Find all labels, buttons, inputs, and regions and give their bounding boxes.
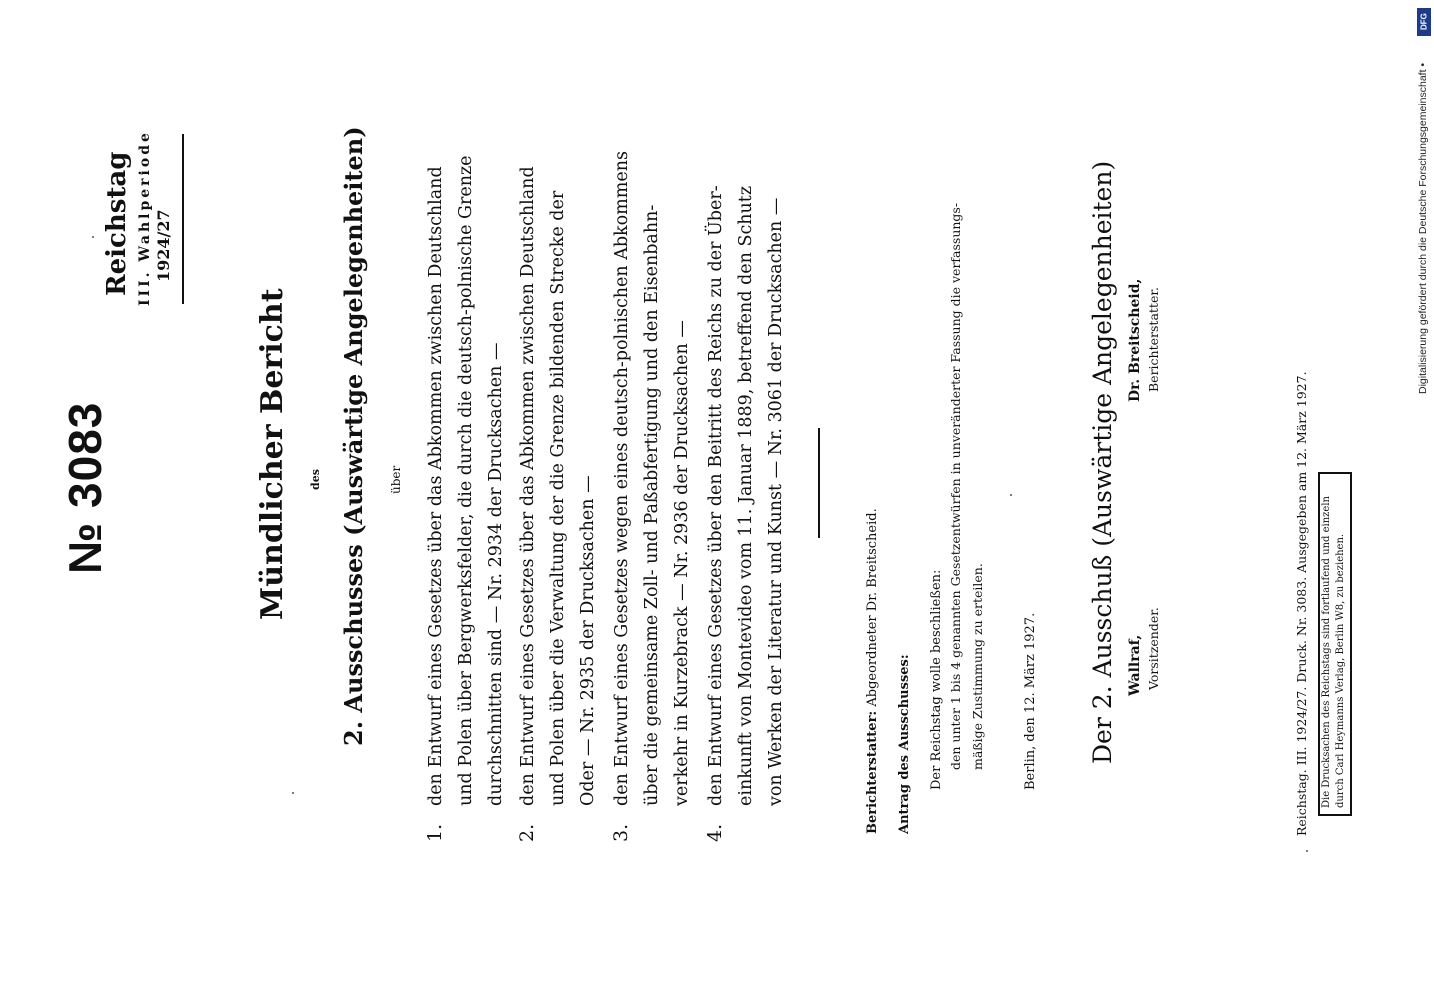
reporter-label: Berichterstatter:: [865, 710, 880, 834]
list-item-line: von Werken der Literatur und Kunst — Nr. 3061 der Drucksachen —: [766, 197, 786, 806]
item-number: 3.: [610, 823, 632, 842]
header-wahlperiode: III. Wahlperiode: [137, 130, 153, 306]
rapporteur-role: Berichterstatter.: [1146, 287, 1161, 392]
title-des: des: [309, 469, 322, 490]
committee-heading: 2. Ausschusses (Auswärtige Angelegenheiten): [339, 126, 368, 746]
item-number: 2.: [516, 823, 538, 842]
antrag-text: Der Reichstag wolle beschließen:: [929, 569, 944, 790]
title-ueber: über: [389, 465, 403, 494]
antrag-label: Antrag des Ausschusses:: [897, 654, 912, 834]
list-item-line: den Entwurf eines Gesetzes über das Abkommen zwischen Deutschland: [426, 166, 446, 806]
document-number: № 3083: [59, 401, 111, 574]
chairman-name: Wallraf,: [1127, 634, 1143, 696]
list-item-line: den Entwurf eines Gesetzes wegen eines deutsch-polnischen Abkommens: [612, 151, 632, 806]
list-item-line: durchschnitten sind — Nr. 2934 der Drucksachen —: [486, 342, 506, 806]
header-reichstag: Reichstag: [102, 151, 132, 296]
list-item-line: verkehr in Kurzebrack — Nr. 2936 der Drucksachen —: [672, 320, 692, 806]
antrag-resolution-line: den unter 1 bis 4 genannten Gesetzentwürfen in unveränderter Fassung die verfassungs-: [948, 202, 963, 770]
list-item-line: einkunft von Montevideo vom 11. Januar 1889, betreffend den Schutz: [736, 185, 756, 806]
list-item-line: über die gemeinsame Zoll- und Paßabfertigung und den Eisenbahn-: [642, 204, 662, 806]
reporter-line: [866, 508, 879, 834]
footer-notice-line: durch Carl Heymanns Verlag, Berlin W8, zu beziehen.: [1335, 533, 1346, 808]
scan-speck: [1010, 494, 1012, 496]
footer-notice-line: Die Drucksachen des Reichstags sind fortlaufend und einzeln: [1321, 496, 1332, 808]
scan-speck: [292, 792, 294, 794]
header-rule: [182, 134, 184, 304]
digitization-note: Digitalisierung gefördert durch die Deutsche Forschungsgemeinschaft •: [1417, 62, 1429, 394]
dfg-logo-icon: DFG: [1417, 8, 1431, 36]
list-item-line: den Entwurf eines Gesetzes über den Beitritt des Reichs zu der Über-: [706, 185, 726, 806]
place-date: Berlin, den 12. März 1927.: [1023, 612, 1038, 790]
item-number: 1.: [424, 823, 446, 842]
reporter-name: Abgeordneter Dr. Breitscheid.: [865, 508, 880, 707]
header-years: 1924/27: [154, 209, 173, 282]
chairman-role: Vorsitzender.: [1146, 607, 1161, 690]
scan-speck: [1306, 850, 1308, 852]
item-number: 4.: [704, 823, 726, 842]
antrag-resolution-line: mäßige Zustimmung zu erteilen.: [970, 563, 985, 770]
signature-committee: Der 2. Ausschuß (Auswärtige Angelegenheiten): [1088, 160, 1117, 764]
scan-speck: [92, 236, 94, 238]
footer-print-line: Reichstag. III. 1924/27. Druck. Nr. 3083. Ausgegeben am 12. März 1927.: [1294, 371, 1309, 836]
list-item-line: Oder — Nr. 2935 der Drucksachen —: [578, 475, 598, 806]
list-item-line: und Polen über die Verwaltung der die Grenze bildenden Strecke der: [548, 190, 568, 806]
section-divider: [818, 428, 820, 538]
report-title: Mündlicher Bericht: [255, 288, 290, 620]
rapporteur-name: Dr. Breitscheid,: [1127, 278, 1143, 402]
list-item-line: und Polen über Bergwerksfelder, die durch die deutsch-polnische Grenze: [456, 155, 476, 806]
list-item-line: den Entwurf eines Gesetzes über das Abkommen zwischen Deutschland: [518, 166, 538, 806]
